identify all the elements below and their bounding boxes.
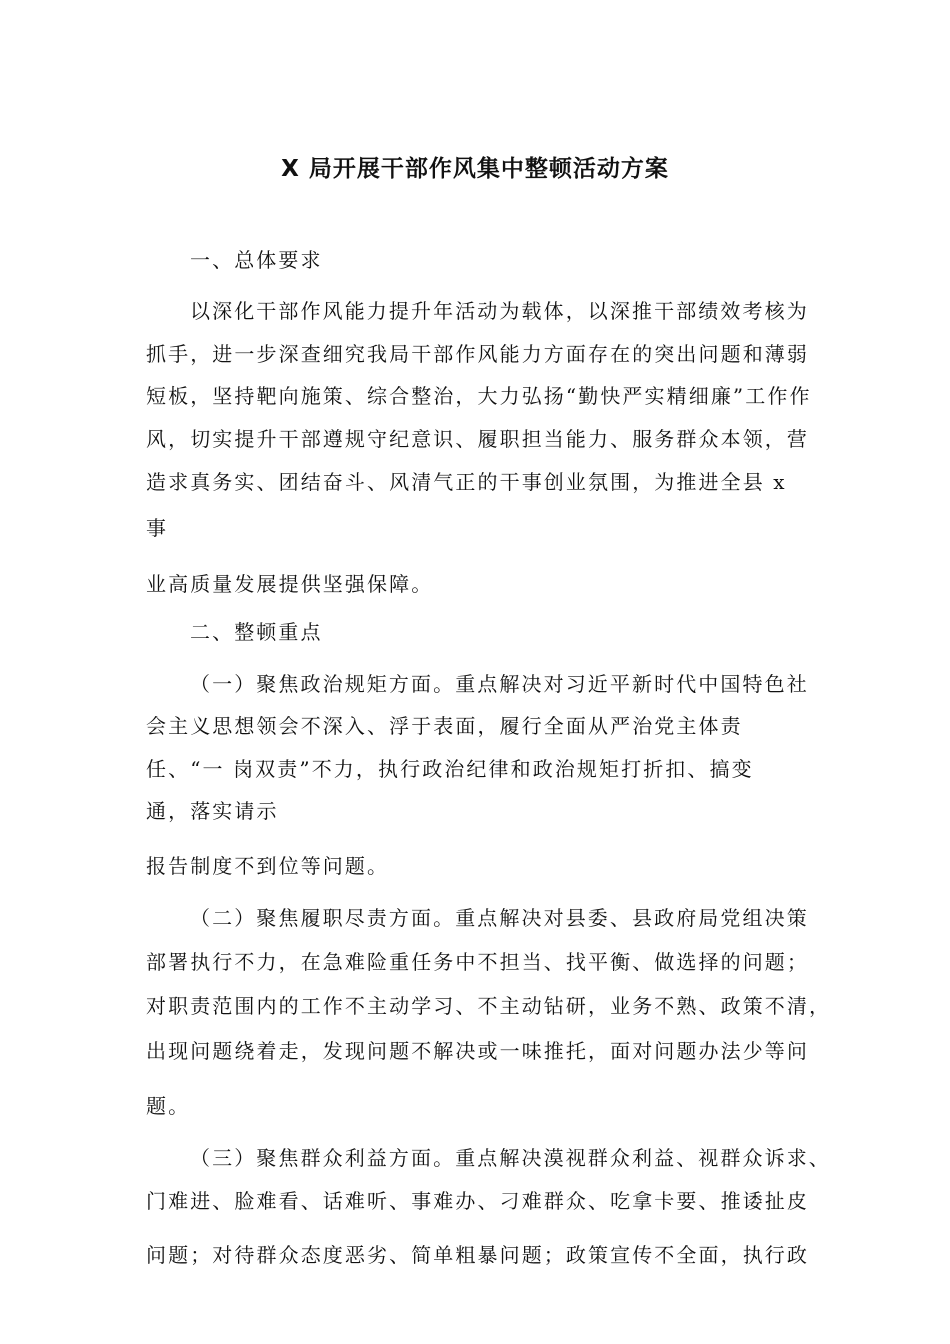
section-heading-2: 二、整顿重点 xyxy=(190,620,323,644)
paragraph-line: 事 xyxy=(146,516,169,540)
paragraph-line: 题。 xyxy=(146,1094,191,1118)
paragraph-line: 门难进、脸难看、话难听、事难办、刁难群众、吃拿卡要、推诿扯皮 xyxy=(146,1189,809,1213)
paragraph-line: 出现问题绕着走，发现问题不解决或一味推托，面对问题办法少等问 xyxy=(146,1039,809,1063)
paragraph-line: 会主义思想领会不深入、浮于表面，履行全面从严治党主体责 xyxy=(146,714,743,738)
paragraph-line: 造求真务实、团结奋斗、风清气正的干事创业氛围，为推进全县 x xyxy=(146,470,787,494)
paragraph-line: 问题；对待群众态度恶劣、简单粗暴问题；政策宣传不全面，执行政 xyxy=(146,1243,809,1267)
paragraph-line: 任、“一 岗双责”不力，执行政治纪律和政治规矩打折扣、搞变 xyxy=(146,757,754,781)
paragraph-line: 抓手，进一步深查细究我局干部作风能力方面存在的突出问题和薄弱 xyxy=(146,342,809,366)
paragraph-line: 以深化干部作风能力提升年活动为载体，以深推干部绩效考核为 xyxy=(190,299,809,323)
paragraph-line: 报告制度不到位等问题。 xyxy=(146,854,390,878)
paragraph-line: （二）聚焦履职尽责方面。重点解决对县委、县政府局党组决策 xyxy=(190,906,809,930)
document-title: X 局开展干部作风集中整顿活动方案 xyxy=(281,156,669,182)
paragraph-line: 风，切实提升干部遵规守纪意识、履职担当能力、服务群众本领，营 xyxy=(146,427,809,451)
paragraph-line: 短板，坚持靶向施策、综合整治，大力弘扬“勤快严实精细廉”工作作 xyxy=(146,384,812,408)
section-heading-1: 一、总体要求 xyxy=(190,248,323,272)
paragraph-line: 通，落实请示 xyxy=(146,799,279,823)
paragraph-line: 业高质量发展提供坚强保障。 xyxy=(146,572,434,596)
paragraph-line: （三）聚焦群众利益方面。重点解决漠视群众利益、视群众诉求、 xyxy=(190,1146,831,1170)
paragraph-line: （一）聚焦政治规矩方面。重点解决对习近平新时代中国特色社 xyxy=(190,672,809,696)
paragraph-line: 对职责范围内的工作不主动学习、不主动钻研，业务不熟、政策不清， xyxy=(146,994,832,1018)
paragraph-line: 部署执行不力，在急难险重任务中不担当、找平衡、做选择的问题； xyxy=(146,950,809,974)
